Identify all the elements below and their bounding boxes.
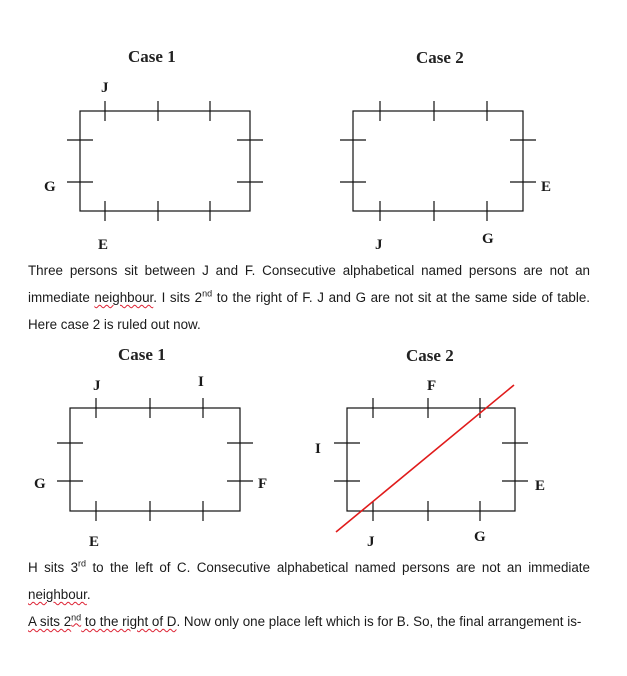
top-case2-seat-J: J [375,237,383,253]
p3-text-a: A sits 2 [28,614,72,629]
bottom-case2-seat-E: E [535,478,546,494]
top-case1-seat-G: G [44,179,56,195]
paragraph-h-position [28,554,590,608]
bottom-case2-seat-I: I [315,441,321,457]
p1-superscript: nd [202,288,213,299]
paragraph-case-elimination [28,257,590,338]
p3-superscript: nd [71,612,82,623]
p1-text-a: Three persons sit between J and F. Consecutive alphabetical named persons are not an immediate [28,263,590,305]
bottom-case1-table [70,408,240,511]
bottom-case1-seat-G: G [34,476,46,492]
p3-text-c: . Now only one place left which is for B. So, the final arrangement is- [176,614,582,629]
bottom-case2-seat-J: J [367,534,375,550]
top-case1-title: Case 1 [128,47,176,66]
p1-spellcheck-word: neighbour [94,290,154,305]
bottom-case2-table [347,408,515,511]
case2-strike-line [336,385,514,532]
bottom-case1-seat-J: J [93,378,101,394]
bottom-case1-title: Case 1 [118,345,166,364]
p3-text-b: to the right of D [81,614,177,629]
p2-text-b: to the left of C. Consecutive alphabetical named persons are not an immediate [86,560,590,575]
bottom-case1-seat-E: E [89,534,100,550]
top-case1-seat-E: E [98,237,109,253]
bottom-case1-seat-F: F [258,476,268,492]
top-case2-seat-G: G [482,231,494,247]
top-case2-seat-E: E [541,179,552,195]
p1-text-c: to the right of F. J and G are not sit at the same side of table. Here case 2 is ruled out now. [28,290,590,332]
p2-spellcheck-word: neighbour [28,587,87,602]
p2-text-a: H sits 3 [28,560,79,575]
top-case2-table [353,111,523,211]
bottom-case2-seat-F: F [427,378,437,394]
top-case1-seat-J: J [101,80,109,96]
bottom-case1-seat-I: I [198,374,204,390]
top-case1-table [80,111,250,211]
p2-text-c: . [86,587,91,602]
bottom-case2-seat-G: G [474,529,486,545]
p1-text-b: . I sits 2 [153,290,203,305]
bottom-case2-title: Case 2 [406,346,454,365]
paragraph-final-arrangement [28,608,590,635]
p2-superscript: rd [78,558,87,569]
top-case2-title: Case 2 [416,48,464,67]
